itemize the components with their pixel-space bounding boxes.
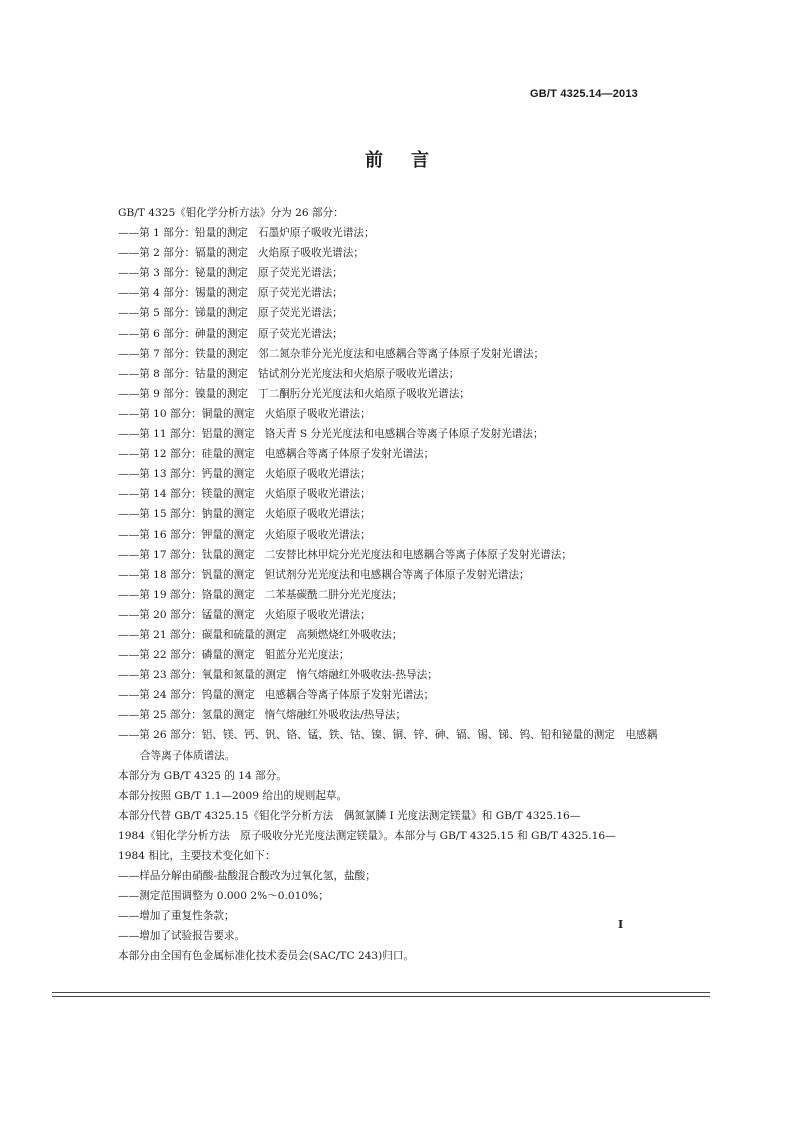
part-method: 邻二氮杂菲分光光度法和电感耦合等离子体原子发射光谱法； bbox=[258, 347, 545, 360]
part-name: ——第 3 部分：铋量的测定 bbox=[118, 267, 249, 280]
part-method: 二安替比林甲烷分光光度法和电感耦合等离子体原子发射光谱法； bbox=[264, 548, 572, 561]
part-item bbox=[118, 384, 674, 404]
committee-statement: 本部分由全国有色金属标准化技术委员会(SAC/TC 243)归口。 bbox=[118, 950, 415, 963]
page-number: I bbox=[618, 918, 624, 931]
statement-part: 本部分为 GB/T 4325 的 14 部分。 bbox=[118, 769, 287, 782]
part-name: ——第 8 部分：钴量的测定 bbox=[118, 367, 249, 380]
part-name: ——第 20 部分：锰量的测定 bbox=[118, 608, 255, 621]
part-method: 钽试剂分光光度法和电感耦合等离子体原子发射光谱法； bbox=[264, 568, 530, 581]
part-name: ——第 24 部分：钨量的测定 bbox=[118, 689, 255, 702]
part-name: ——第 9 部分：镍量的测定 bbox=[118, 387, 249, 400]
part-method: 惰气熔融红外吸收法/热导法； bbox=[264, 709, 407, 722]
part-name: ——第 7 部分：铁量的测定 bbox=[118, 347, 249, 360]
part-26-line-1: ——第 26 部分：铝、镁、钙、钒、铬、锰、铁、钴、镍、铜、锌、砷、镉、锡、锑、钨、铅和铋量的测定 电感耦 bbox=[118, 729, 658, 742]
part-name: ——第 21 部分：碳量和硫量的测定 bbox=[118, 628, 287, 641]
part-method: 原子荧光光谱法； bbox=[258, 267, 343, 280]
part-name: ——第 15 部分：钠量的测定 bbox=[118, 508, 255, 521]
part-method: 火焰原子吸收光谱法； bbox=[264, 508, 371, 521]
part-item bbox=[118, 585, 674, 605]
part-item bbox=[118, 303, 674, 323]
part-name: ——第 6 部分：砷量的测定 bbox=[118, 327, 249, 340]
part-item bbox=[118, 605, 674, 625]
part-method: 钴试剂分光光度法和火焰原子吸收光谱法； bbox=[258, 367, 460, 380]
part-item bbox=[118, 525, 674, 545]
part-method: 铬天青 S 分光光度法和电感耦合等离子体原子发射光谱法； bbox=[264, 428, 544, 441]
part-item bbox=[118, 243, 674, 263]
part-method: 惰气熔融红外吸收法-热导法； bbox=[296, 669, 438, 682]
part-item bbox=[118, 324, 674, 344]
part-item bbox=[118, 364, 674, 384]
part-name: ——第 19 部分：铬量的测定 bbox=[118, 588, 255, 601]
replace-line-1: 本部分代替 GB/T 4325.15《钼化学分析方法 偶氮氯膦 Ⅰ 光度法测定镁量》和 GB/T 4325.16— bbox=[118, 809, 581, 822]
part-name: ——第 5 部分：锑量的测定 bbox=[118, 307, 249, 320]
part-method: 电感耦合等离子体原子发射光谱法； bbox=[264, 689, 435, 702]
part-name: ——第 13 部分：钙量的测定 bbox=[118, 468, 255, 481]
part-item bbox=[118, 344, 674, 364]
part-name: ——第 23 部分：氧量和氮量的测定 bbox=[118, 669, 287, 682]
part-item bbox=[118, 545, 674, 565]
part-item bbox=[118, 565, 674, 585]
part-name: ——第 2 部分：镉量的测定 bbox=[118, 247, 249, 260]
part-item bbox=[118, 424, 674, 444]
part-method: 火焰原子吸收光谱法； bbox=[264, 608, 371, 621]
part-item bbox=[118, 444, 674, 464]
change-item: ——增加了试验报告要求。 bbox=[118, 930, 246, 943]
part-item bbox=[118, 504, 674, 524]
part-name: ——第 14 部分：镁量的测定 bbox=[118, 488, 255, 501]
part-method: 原子荧光光谱法； bbox=[258, 287, 343, 300]
part-name: ——第 11 部分：铝量的测定 bbox=[118, 428, 255, 441]
part-item bbox=[118, 283, 674, 303]
part-method: 二苯基碳酰二肼分光光度法； bbox=[264, 588, 403, 601]
part-method: 高频燃烧红外吸收法； bbox=[296, 628, 403, 641]
part-item bbox=[118, 464, 674, 484]
standard-code: GB/T 4325.14—2013 bbox=[530, 88, 638, 100]
page-title: 前言 bbox=[365, 150, 457, 171]
part-name: ——第 18 部分：钒量的测定 bbox=[118, 568, 255, 581]
part-item bbox=[118, 705, 674, 725]
footer-rule-top bbox=[52, 992, 710, 993]
part-26-item bbox=[118, 725, 674, 765]
part-name: ——第 12 部分：硅量的测定 bbox=[118, 448, 255, 461]
footer-rule-bottom bbox=[52, 996, 710, 997]
part-item bbox=[118, 645, 674, 665]
part-name: ——第 1 部分：铅量的测定 bbox=[118, 227, 249, 240]
parts-list bbox=[118, 223, 674, 725]
change-item: ——样品分解由硝酸-盐酸混合酸改为过氧化氢，盐酸； bbox=[118, 870, 376, 883]
part-name: ——第 4 部分：锡量的测定 bbox=[118, 287, 249, 300]
part-name: ——第 16 部分：钾量的测定 bbox=[118, 528, 255, 541]
part-name: ——第 10 部分：铜量的测定 bbox=[118, 407, 255, 420]
change-item: ——增加了重复性条款； bbox=[118, 910, 235, 923]
part-method: 火焰原子吸收光谱法； bbox=[264, 488, 371, 501]
part-name: ——第 25 部分：氢量的测定 bbox=[118, 709, 255, 722]
part-method: 火焰原子吸收光谱法； bbox=[264, 407, 371, 420]
replace-line-2: 1984《钼化学分析方法 原子吸收分光光度法测定镁量》。本部分与 GB/T 4325.15 和 GB/T 4325.16— bbox=[118, 829, 616, 842]
part-item bbox=[118, 404, 674, 424]
change-item: ——测定范围调整为 0.000 2%～0.010%； bbox=[118, 890, 329, 903]
statement-rules: 本部分按照 GB/T 1.1—2009 给出的规则起草。 bbox=[118, 789, 348, 802]
part-method: 原子荧光光谱法； bbox=[258, 307, 343, 320]
part-item bbox=[118, 484, 674, 504]
part-item bbox=[118, 223, 674, 243]
part-method: 火焰原子吸收光谱法； bbox=[258, 247, 364, 260]
part-method: 钼蓝分光光度法； bbox=[264, 649, 350, 662]
part-item bbox=[118, 685, 674, 705]
part-name: ——第 17 部分：钛量的测定 bbox=[118, 548, 255, 561]
part-method: 丁二酮肟分光光度法和火焰原子吸收光谱法； bbox=[258, 387, 470, 400]
part-item bbox=[118, 263, 674, 283]
replace-line-3: 1984 相比，主要技术变化如下： bbox=[118, 850, 276, 862]
part-method: 电感耦合等离子体原子发射光谱法； bbox=[264, 448, 435, 461]
part-method: 火焰原子吸收光谱法； bbox=[264, 468, 371, 481]
part-name: ——第 22 部分：磷量的测定 bbox=[118, 649, 255, 662]
part-26-line-2: 合等离子体质谱法。 bbox=[140, 749, 236, 762]
part-item bbox=[118, 665, 674, 685]
part-method: 石墨炉原子吸收光谱法； bbox=[258, 227, 375, 240]
intro-paragraph: GB/T 4325《钼化学分析方法》分为 26 部分： bbox=[118, 207, 344, 219]
foreword-body bbox=[118, 203, 674, 967]
part-method: 火焰原子吸收光谱法； bbox=[264, 528, 371, 541]
part-method: 原子荧光光谱法； bbox=[258, 327, 343, 340]
part-item bbox=[118, 625, 674, 645]
